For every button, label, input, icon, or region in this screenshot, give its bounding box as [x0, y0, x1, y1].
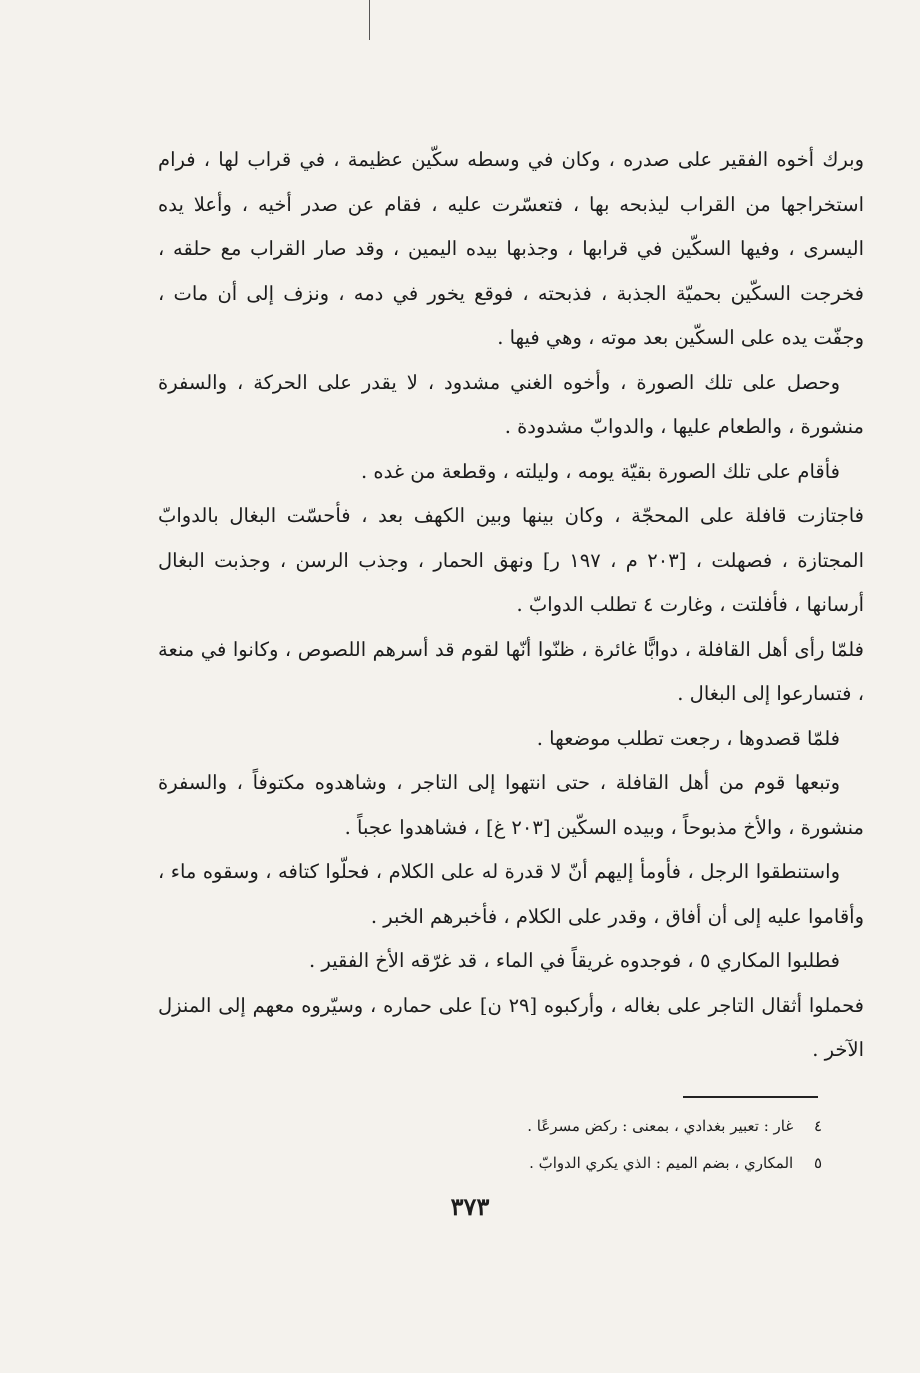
page-number: ٣٧٣	[450, 1192, 490, 1221]
footnote-separator	[683, 1096, 818, 1098]
paragraph-10: فحملوا أثقال التاجر على بغاله ، وأركبوه [٢٩ ن] على حماره ، وسيّروه معهم إلى المنزل الآخر .	[158, 993, 864, 1061]
paragraph-5: فلمّا رأى أهل القافلة ، دوابًّا غائرة ، ظنّوا أنّها لقوم قد أسرهم اللصوص ، وكانوا في منعة ، فتسارعوا إلى البغال .	[158, 637, 864, 705]
footnote-text: غار : تعبير بغدادي ، بمعنى : ركض مسرعًا .	[527, 1117, 794, 1135]
footnote-5	[158, 1145, 822, 1182]
body-text	[158, 138, 864, 1073]
footnote-4	[158, 1108, 822, 1145]
footnote-number: ٥	[813, 1154, 822, 1172]
paragraph-8: واستنطقوا الرجل ، فأومأ إليهم أنّ لا قدرة له على الكلام ، فحلّوا كتافه ، وسقوه ماء ، وأقاموا عليه إلى أن أفاق ، وقدر على الكلام ، فأخبرهم الخبر .	[158, 860, 864, 928]
paragraph-6: فلمّا قصدوها ، رجعت تطلب موضعها .	[536, 726, 840, 750]
footnote-text: المكاري ، بضم الميم : الذي يكري الدوابّ .	[529, 1154, 794, 1172]
paragraph-3: فأقام على تلك الصورة بقيّة يومه ، وليلته ، وقطعة من غده .	[360, 459, 840, 483]
footnotes	[158, 1108, 822, 1182]
footnote-number: ٤	[813, 1117, 822, 1135]
paragraph-7: وتبعها قوم من أهل القافلة ، حتى انتهوا إلى التاجر ، وشاهدوه مكتوفاً ، والسفرة منشورة ، والأخ مذبوحاً ، وبيده السكّين [٢٠٣ غ] ، فشاهدوا عجباً .	[158, 771, 864, 839]
paragraph-2: وحصل على تلك الصورة ، وأخوه الغني مشدود ، لا يقدر على الحركة ، والسفرة منشورة ، والطعام عليها ، والدوابّ مشدودة .	[158, 370, 864, 438]
paragraph-9: فطلبوا المكاري ٥ ، فوجدوه غريقاً في الماء ، قد غرّقه الأخ الفقير .	[308, 949, 840, 972]
paragraph-4: فاجتازت قافلة على المحجّة ، وكان بينها وبين الكهف بعد ، فأحسّت البغال بالدوابّ المجتازة ، فصهلت ، [٢٠٣ م ، ١٩٧ ر] ونهق الحمار ، وجذب الرسن ، وجذبت البغال أرسانها ، فأفلتت ، وغارت ٤ تطلب الدوابّ .	[158, 504, 864, 616]
paragraph-1: وبرك أخوه الفقير على صدره ، وكان في وسطه سكّين عظيمة ، في قراب لها ، فرام استخراجها من القراب ليذبحه بها ، فتعسّرت عليه ، فقام عن صدر أخيه ، وأعلا يده اليسرى ، وفيها السكّين في قرابها ، وجذبها بيده اليمين ، وقد صار القراب مع حلقه ، فخرجت السكّين بحميّة الجذبة ، فذبحته ، فوقع يخور في دمه ، ونزف إلى أن مات ، وجفّت يده على السكّين بعد موته ، وهي فيها .	[158, 148, 864, 349]
binding-line	[369, 0, 370, 40]
